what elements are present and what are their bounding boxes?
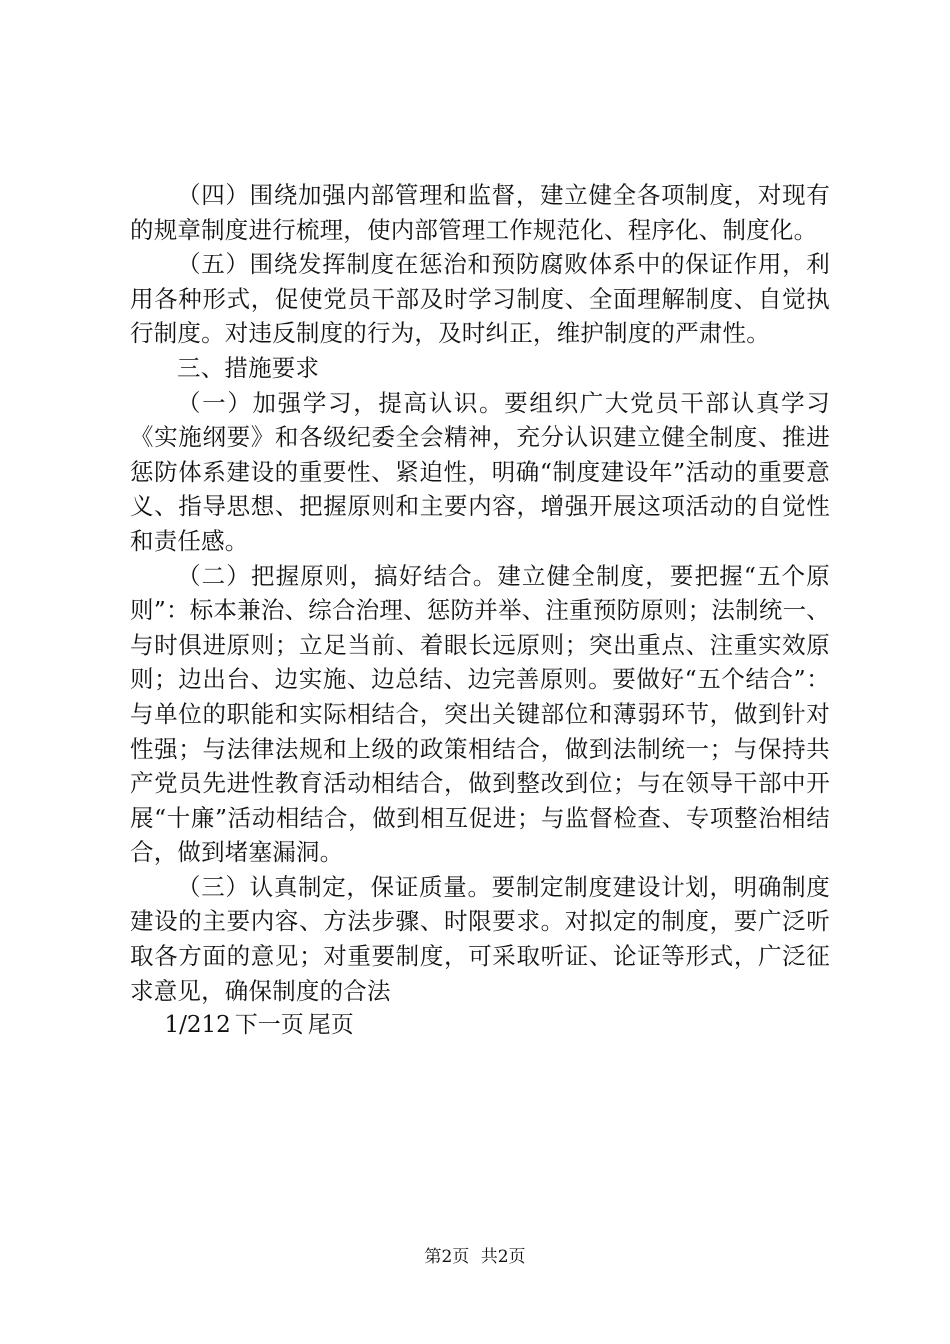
- paragraph-5: （五）围绕发挥制度在惩治和预防腐败体系中的保证作用，利用各种形式，促使党员干部及时学习制度、全面理解制度、自觉执行制度。对违反制度的行为，及时纠正，维护制度的严肃性。: [130, 250, 830, 348]
- document-body: [130, 178, 830, 1043]
- paragraph-measure-2: （二）把握原则，搞好结合。建立健全制度，要把握“五个原则”：标本兼治、综合治理、惩防并举、注重预防原则；法制统一、与时俱进原则；立足当前、着眼长远原则；突出重点、注重实效原则；边出台、边实施、边总结、边完善原则。要做好“五个结合”：与单位的职能和实际相结合，突出关键部位和薄弱环节，做到针对性强；与法律法规和上级的政策相结合，做到法制统一；与保持共产党员先进性教育活动相结合，做到整改到位；与在领导干部中开展“十廉”活动相结合，做到相互促进；与监督检查、专项整治相结合，做到堵塞漏洞。: [130, 561, 830, 867]
- paragraph-measure-3: （三）认真制定，保证质量。要制定制度建设计划，明确制度建设的主要内容、方法步骤、时限要求。对拟定的制度，要广泛听取各方面的意见；对重要制度，可采取听证、论证等形式，广泛征求意见，确保制度的合法: [130, 872, 830, 1005]
- pager: [130, 1008, 830, 1043]
- paragraph-4: （四）围绕加强内部管理和监督，建立健全各项制度，对现有的规章制度进行梳理，使内部管理工作规范化、程序化、制度化。: [130, 181, 830, 244]
- footer-page-total: 共2页: [480, 1247, 526, 1267]
- footer-page-number: 第2页: [424, 1247, 470, 1267]
- pager-next-link[interactable]: 下一页: [234, 1012, 304, 1039]
- pager-last-link[interactable]: 尾页: [307, 1012, 354, 1039]
- paragraph-measure-1: （一）加强学习，提高认识。要组织广大党员干部认真学习《实施纲要》和各级纪委全会精神，充分认识建立健全制度、推进惩防体系建设的重要性、紧迫性，明确“制度建设年”活动的重要意义、指导思想、把握原则和主要内容，增强开展这项活动的自觉性和责任感。: [130, 388, 830, 555]
- pager-position: 1/212: [164, 1012, 231, 1039]
- page-footer: [0, 1242, 950, 1267]
- section-heading: 三、措施要求: [177, 353, 320, 382]
